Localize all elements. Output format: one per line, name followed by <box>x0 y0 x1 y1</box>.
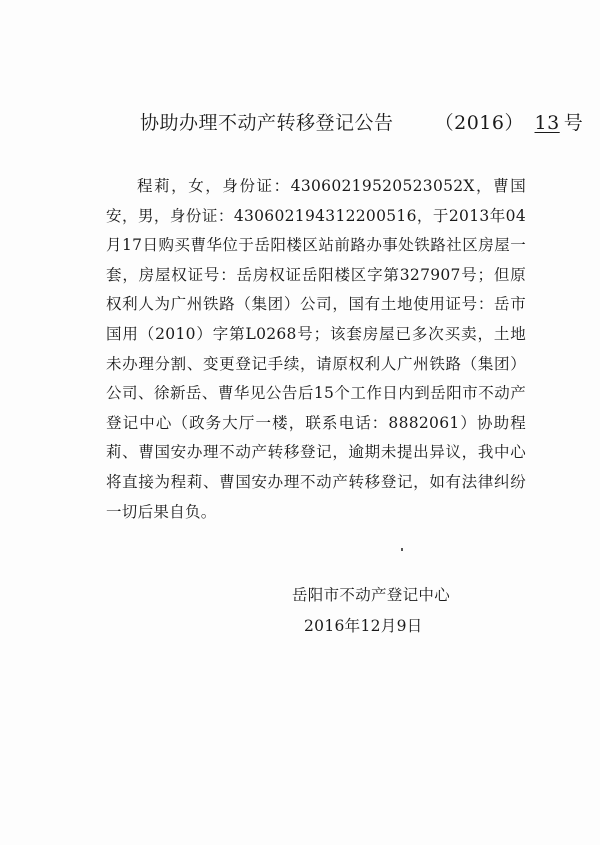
issuer-name: 岳阳市不动产登记中心 <box>292 586 451 604</box>
notice-body: 程莉，女，身份证：43060219520523052X，曹国安，男，身份证：430602194312200516，于2013年04月17日购买曹华位于岳阳楼区站前路办事处铁路社区房屋一套，房屋权证号：岳房权证岳阳楼区字第327907号；但原权利人为广州铁路（集团）公司，国有土地使用证号：岳市国用（2010）字第L0268号；该套房屋已多次买卖，土地未办理分割、变更登记手续，请原权利人广州铁路（集团）公司、徐新岳、曹华见公告后15个工作日内到岳阳市不动产登记中心（政务大厅一楼，联系电话：8882061）协助程莉、曹国安办理不动产转移登记，逾期未提出异议，我中心将直接为程莉、曹国安办理不动产转移登记，如有法律纠纷一切后果自负。 <box>106 177 526 521</box>
issue-date: 2016年12月9日 <box>304 617 423 635</box>
notice-number: 13 <box>534 112 560 134</box>
notice-title: 协助办理不动产转移登记公告 <box>140 112 394 134</box>
notice-number-suffix: 号 <box>563 112 584 134</box>
notice-year: （2016） <box>434 112 524 134</box>
notice-title-line <box>140 108 584 135</box>
scan-speck <box>401 548 403 551</box>
